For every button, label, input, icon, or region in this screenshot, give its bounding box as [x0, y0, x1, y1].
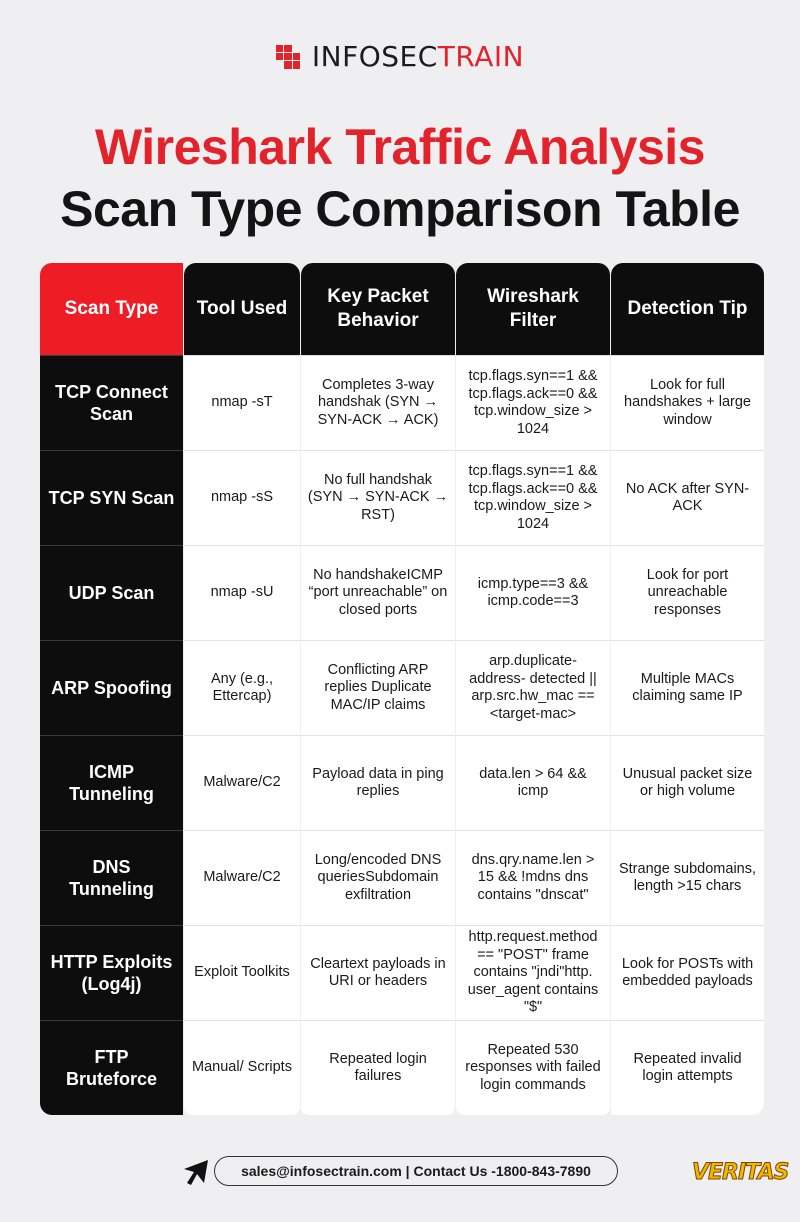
logo-mark-icon: [276, 45, 300, 69]
tool-cell: Any (e.g., Ettercap): [184, 640, 300, 735]
comparison-table: [40, 263, 762, 1115]
behavior-cell: Repeated login failures: [301, 1020, 455, 1115]
brand-prefix: INFOSEC: [311, 40, 438, 73]
brand-logo: [0, 40, 800, 73]
title-line-2: Scan Type Comparison Table: [60, 181, 740, 237]
header-wireshark-filter: Wireshark Filter: [456, 263, 610, 355]
cursor-arrow-icon: [182, 1158, 210, 1186]
scan-type-cell: TCP SYN Scan: [40, 450, 183, 545]
behavior-cell: Conflicting ARP replies Duplicate MAC/IP claims: [301, 640, 455, 735]
tool-cell: Malware/C2: [184, 830, 300, 925]
tip-cell: Repeated invalid login attempts: [611, 1020, 764, 1115]
scan-type-cell: TCP Connect Scan: [40, 355, 183, 450]
filter-cell: Repeated 530 responses with failed login commands: [456, 1020, 610, 1115]
filter-cell: tcp.flags.syn==1 && tcp.flags.ack==0 && tcp.window_size > 1024: [456, 450, 610, 545]
tool-cell: Manual/ Scripts: [184, 1020, 300, 1115]
footer: [0, 1156, 800, 1188]
scan-type-cell: FTP Bruteforce: [40, 1020, 183, 1115]
brand-name: [312, 40, 524, 73]
header-detection-tip: Detection Tip: [611, 263, 764, 355]
scan-type-cell: HTTP Exploits (Log4j): [40, 925, 183, 1020]
behavior-cell: Cleartext payloads in URI or headers: [301, 925, 455, 1020]
filter-cell: dns.qry.name.len > 15 && !mdns dns contains "dnscat": [456, 830, 610, 925]
scan-type-cell: ARP Spoofing: [40, 640, 183, 735]
header-tool-used: Tool Used: [184, 263, 300, 355]
tool-cell: nmap -sS: [184, 450, 300, 545]
tip-cell: Look for full handshakes + large window: [611, 355, 764, 450]
tip-cell: No ACK after SYN-ACK: [611, 450, 764, 545]
veritas-logo: VERITAS: [692, 1160, 789, 1185]
behavior-cell: Completes 3-way handshak (SYN → SYN-ACK → ACK): [301, 355, 455, 450]
scan-type-cell: UDP Scan: [40, 545, 183, 640]
tip-cell: Look for POSTs with embedded payloads: [611, 925, 764, 1020]
filter-cell: data.len > 64 && icmp: [456, 735, 610, 830]
header-scan-type: Scan Type: [40, 263, 183, 355]
tip-cell: Look for port unreachable responses: [611, 545, 764, 640]
filter-cell: http.request.method == "POST" frame contains "jndi"http. user_agent contains "$": [456, 925, 610, 1020]
behavior-cell: No handshakeICMP “port unreachable” on closed ports: [301, 545, 455, 640]
scan-type-cell: ICMP Tunneling: [40, 735, 183, 830]
behavior-cell: Payload data in ping replies: [301, 735, 455, 830]
behavior-cell: No full handshak (SYN → SYN-ACK → RST): [301, 450, 455, 545]
tool-cell: Exploit Toolkits: [184, 925, 300, 1020]
scan-type-cell: DNS Tunneling: [40, 830, 183, 925]
tool-cell: Malware/C2: [184, 735, 300, 830]
header-key-packet-behavior: Key Packet Behavior: [301, 263, 455, 355]
title-line-1: Wireshark Traffic Analysis: [95, 119, 705, 175]
tool-cell: nmap -sU: [184, 545, 300, 640]
behavior-cell: Long/encoded DNS queriesSubdomain exfiltration: [301, 830, 455, 925]
filter-cell: icmp.type==3 && icmp.code==3: [456, 545, 610, 640]
contact-info[interactable]: sales@infosectrain.com | Contact Us -1800-843-7890: [214, 1156, 618, 1186]
filter-cell: arp.duplicate-address- detected || arp.src.hw_mac == <target-mac>: [456, 640, 610, 735]
tip-cell: Strange subdomains, length >15 chars: [611, 830, 764, 925]
tip-cell: Unusual packet size or high volume: [611, 735, 764, 830]
filter-cell: tcp.flags.syn==1 && tcp.flags.ack==0 && tcp.window_size > 1024: [456, 355, 610, 450]
tool-cell: nmap -sT: [184, 355, 300, 450]
brand-suffix: TRAIN: [437, 40, 525, 73]
tip-cell: Multiple MACs claiming same IP: [611, 640, 764, 735]
